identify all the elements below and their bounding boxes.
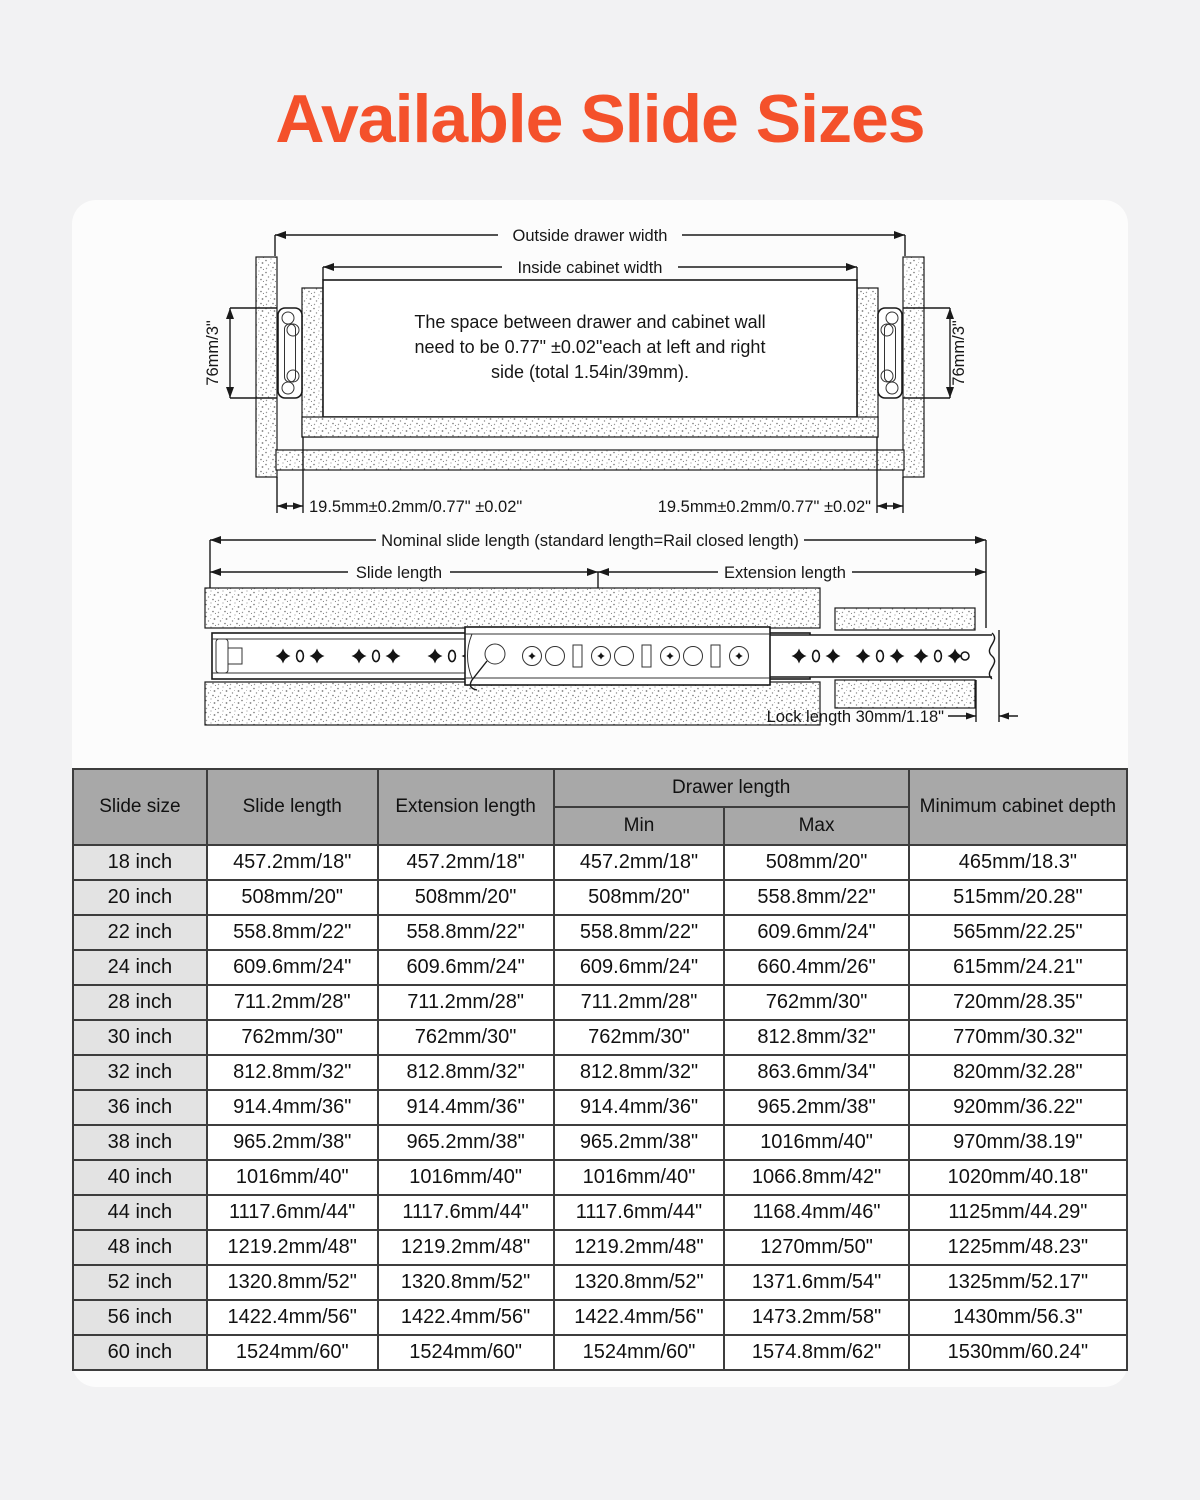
value-cell: 965.2mm/38" xyxy=(378,1125,554,1160)
value-cell: 609.6mm/24" xyxy=(378,950,554,985)
slide-height-label-right: 76mm/3" xyxy=(950,320,968,386)
table-row xyxy=(73,845,1127,880)
value-cell: 1430mm/56.3" xyxy=(909,1300,1127,1335)
value-cell: 914.4mm/36" xyxy=(378,1090,554,1125)
slide-height-label-left: 76mm/3" xyxy=(204,320,222,386)
value-cell: 457.2mm/18" xyxy=(378,845,554,880)
outside-drawer-width-dimension xyxy=(275,227,905,256)
value-cell: 711.2mm/28" xyxy=(207,985,378,1020)
value-cell: 465mm/18.3" xyxy=(909,845,1127,880)
value-cell: 1219.2mm/48" xyxy=(554,1230,725,1265)
value-cell: 762mm/30" xyxy=(554,1020,725,1055)
value-cell: 1524mm/60" xyxy=(207,1335,378,1370)
slide-sizes-table xyxy=(72,768,1128,1371)
inside-cabinet-width-dimension xyxy=(323,259,857,280)
value-cell: 660.4mm/26" xyxy=(724,950,908,985)
drawer-wood-bottom xyxy=(835,680,975,708)
table-row xyxy=(73,1020,1127,1055)
value-cell: 609.6mm/24" xyxy=(724,915,908,950)
value-cell: 762mm/30" xyxy=(207,1020,378,1055)
slide-size-cell: 38 inch xyxy=(73,1125,207,1160)
value-cell: 1066.8mm/42" xyxy=(724,1160,908,1195)
table-row xyxy=(73,1160,1127,1195)
slide-size-cell: 52 inch xyxy=(73,1265,207,1300)
value-cell: 920mm/36.22" xyxy=(909,1090,1127,1125)
drawer-wall-left xyxy=(302,288,323,437)
value-cell: 863.6mm/34" xyxy=(724,1055,908,1090)
gap-label-right: 19.5mm±0.2mm/0.77" ±0.02" xyxy=(657,498,871,516)
value-cell: 1422.4mm/56" xyxy=(378,1300,554,1335)
value-cell: 565mm/22.25" xyxy=(909,915,1127,950)
header-min-cabinet-depth: Minimum cabinet depth xyxy=(909,769,1127,845)
value-cell: 1524mm/60" xyxy=(378,1335,554,1370)
value-cell: 812.8mm/32" xyxy=(207,1055,378,1090)
spacing-note-line2: need to be 0.77" ±0.02"each at left and right xyxy=(414,337,766,357)
table-row xyxy=(73,1090,1127,1125)
cabinet-bottom-board xyxy=(276,450,904,470)
value-cell: 515mm/20.28" xyxy=(909,880,1127,915)
value-cell: 1371.6mm/54" xyxy=(724,1265,908,1300)
slide-size-cell: 60 inch xyxy=(73,1335,207,1370)
page-title: Available Slide Sizes xyxy=(275,81,925,157)
value-cell: 1530mm/60.24" xyxy=(909,1335,1127,1370)
value-cell: 1016mm/40" xyxy=(378,1160,554,1195)
value-cell: 965.2mm/38" xyxy=(724,1090,908,1125)
table-row xyxy=(73,880,1127,915)
slide-size-cell: 24 inch xyxy=(73,950,207,985)
value-cell: 812.8mm/32" xyxy=(554,1055,725,1090)
header-drawer-max: Max xyxy=(724,807,908,845)
drawer-width-diagram xyxy=(180,222,1020,522)
table-row xyxy=(73,1300,1127,1335)
value-cell: 558.8mm/22" xyxy=(554,915,725,950)
value-cell: 1016mm/40" xyxy=(207,1160,378,1195)
slide-size-cell: 36 inch xyxy=(73,1090,207,1125)
value-cell: 1524mm/60" xyxy=(554,1335,725,1370)
slide-cross-section-right-icon xyxy=(878,308,902,398)
value-cell: 770mm/30.32" xyxy=(909,1020,1127,1055)
value-cell: 1125mm/44.29" xyxy=(909,1195,1127,1230)
value-cell: 609.6mm/24" xyxy=(554,950,725,985)
value-cell: 1473.2mm/58" xyxy=(724,1300,908,1335)
value-cell: 1016mm/40" xyxy=(554,1160,725,1195)
header-drawer-length: Drawer length xyxy=(554,769,909,807)
table-row xyxy=(73,1335,1127,1370)
table-row xyxy=(73,1055,1127,1090)
value-cell: 914.4mm/36" xyxy=(207,1090,378,1125)
slide-size-cell: 30 inch xyxy=(73,1020,207,1055)
value-cell: 812.8mm/32" xyxy=(378,1055,554,1090)
drawer-wood-top xyxy=(835,608,975,630)
drawer-wall-right xyxy=(857,288,878,437)
header-slide-length: Slide length xyxy=(207,769,378,845)
slide-cross-section-left-icon xyxy=(278,308,302,398)
table-row xyxy=(73,1195,1127,1230)
value-cell: 914.4mm/36" xyxy=(554,1090,725,1125)
value-cell: 820mm/32.28" xyxy=(909,1055,1127,1090)
spacing-note-line3: side (total 1.54in/39mm). xyxy=(490,362,690,382)
slide-size-cell: 22 inch xyxy=(73,915,207,950)
header xyxy=(0,0,1200,200)
value-cell: 609.6mm/24" xyxy=(207,950,378,985)
value-cell: 1574.8mm/62" xyxy=(724,1335,908,1370)
header-drawer-min: Min xyxy=(554,807,725,845)
value-cell: 1168.4mm/46" xyxy=(724,1195,908,1230)
value-cell: 965.2mm/38" xyxy=(554,1125,725,1160)
table-row xyxy=(73,985,1127,1020)
value-cell: 965.2mm/38" xyxy=(207,1125,378,1160)
slide-size-cell: 44 inch xyxy=(73,1195,207,1230)
value-cell: 457.2mm/18" xyxy=(207,845,378,880)
value-cell: 1117.6mm/44" xyxy=(207,1195,378,1230)
value-cell: 457.2mm/18" xyxy=(554,845,725,880)
table-row xyxy=(73,915,1127,950)
content-panel xyxy=(72,200,1128,1387)
extension-rail xyxy=(770,633,995,679)
gap-dimension-right xyxy=(658,437,903,516)
value-cell: 1320.8mm/52" xyxy=(554,1265,725,1300)
slide-size-cell: 28 inch xyxy=(73,985,207,1020)
slide-size-cell: 20 inch xyxy=(73,880,207,915)
value-cell: 812.8mm/32" xyxy=(724,1020,908,1055)
value-cell: 1325mm/52.17" xyxy=(909,1265,1127,1300)
value-cell: 720mm/28.35" xyxy=(909,985,1127,1020)
slide-size-cell: 48 inch xyxy=(73,1230,207,1265)
value-cell: 711.2mm/28" xyxy=(554,985,725,1020)
value-cell: 1422.4mm/56" xyxy=(207,1300,378,1335)
table-row xyxy=(73,1230,1127,1265)
value-cell: 558.8mm/22" xyxy=(207,915,378,950)
value-cell: 558.8mm/22" xyxy=(378,915,554,950)
cabinet-wall-left xyxy=(256,257,277,477)
slide-length-diagram xyxy=(180,530,1020,740)
cabinet-wood-bottom xyxy=(205,682,820,725)
extension-length-label: Extension length xyxy=(723,564,847,582)
value-cell: 711.2mm/28" xyxy=(378,985,554,1020)
value-cell: 508mm/20" xyxy=(378,880,554,915)
slide-size-cell: 18 inch xyxy=(73,845,207,880)
extension-length-dimension xyxy=(598,564,986,582)
middle-rail xyxy=(465,627,770,690)
table-row xyxy=(73,1125,1127,1160)
cabinet-wood-top xyxy=(205,588,820,628)
table-row xyxy=(73,950,1127,985)
nominal-length-label: Nominal slide length (standard length=Rail closed length) xyxy=(381,532,799,550)
value-cell: 1219.2mm/48" xyxy=(207,1230,378,1265)
value-cell: 508mm/20" xyxy=(724,845,908,880)
slide-length-label: Slide length xyxy=(355,564,443,582)
drawer-bottom-board xyxy=(302,417,878,437)
inside-cabinet-width-label: Inside cabinet width xyxy=(517,259,663,277)
value-cell: 1016mm/40" xyxy=(724,1125,908,1160)
value-cell: 1020mm/40.18" xyxy=(909,1160,1127,1195)
header-extension-length: Extension length xyxy=(378,769,554,845)
value-cell: 762mm/30" xyxy=(724,985,908,1020)
gap-dimension-left xyxy=(277,437,522,516)
value-cell: 1320.8mm/52" xyxy=(207,1265,378,1300)
value-cell: 762mm/30" xyxy=(378,1020,554,1055)
value-cell: 1422.4mm/56" xyxy=(554,1300,725,1335)
value-cell: 558.8mm/22" xyxy=(724,880,908,915)
value-cell: 1320.8mm/52" xyxy=(378,1265,554,1300)
slide-size-cell: 56 inch xyxy=(73,1300,207,1335)
value-cell: 615mm/24.21" xyxy=(909,950,1127,985)
value-cell: 1117.6mm/44" xyxy=(378,1195,554,1230)
table-row xyxy=(73,1265,1127,1300)
slide-size-cell: 40 inch xyxy=(73,1160,207,1195)
slide-size-cell: 32 inch xyxy=(73,1055,207,1090)
value-cell: 1270mm/50" xyxy=(724,1230,908,1265)
lock-length-label: Lock length 30mm/1.18" xyxy=(766,708,944,726)
value-cell: 1219.2mm/48" xyxy=(378,1230,554,1265)
value-cell: 508mm/20" xyxy=(554,880,725,915)
spacing-note-line1: The space between drawer and cabinet wall xyxy=(414,312,766,332)
value-cell: 508mm/20" xyxy=(207,880,378,915)
value-cell: 970mm/38.19" xyxy=(909,1125,1127,1160)
value-cell: 1225mm/48.23" xyxy=(909,1230,1127,1265)
header-slide-size: Slide size xyxy=(73,769,207,845)
gap-label-left: 19.5mm±0.2mm/0.77" ±0.02" xyxy=(309,498,523,516)
outside-drawer-width-label: Outside drawer width xyxy=(512,227,668,245)
value-cell: 1117.6mm/44" xyxy=(554,1195,725,1230)
cabinet-wall-right xyxy=(903,257,924,477)
